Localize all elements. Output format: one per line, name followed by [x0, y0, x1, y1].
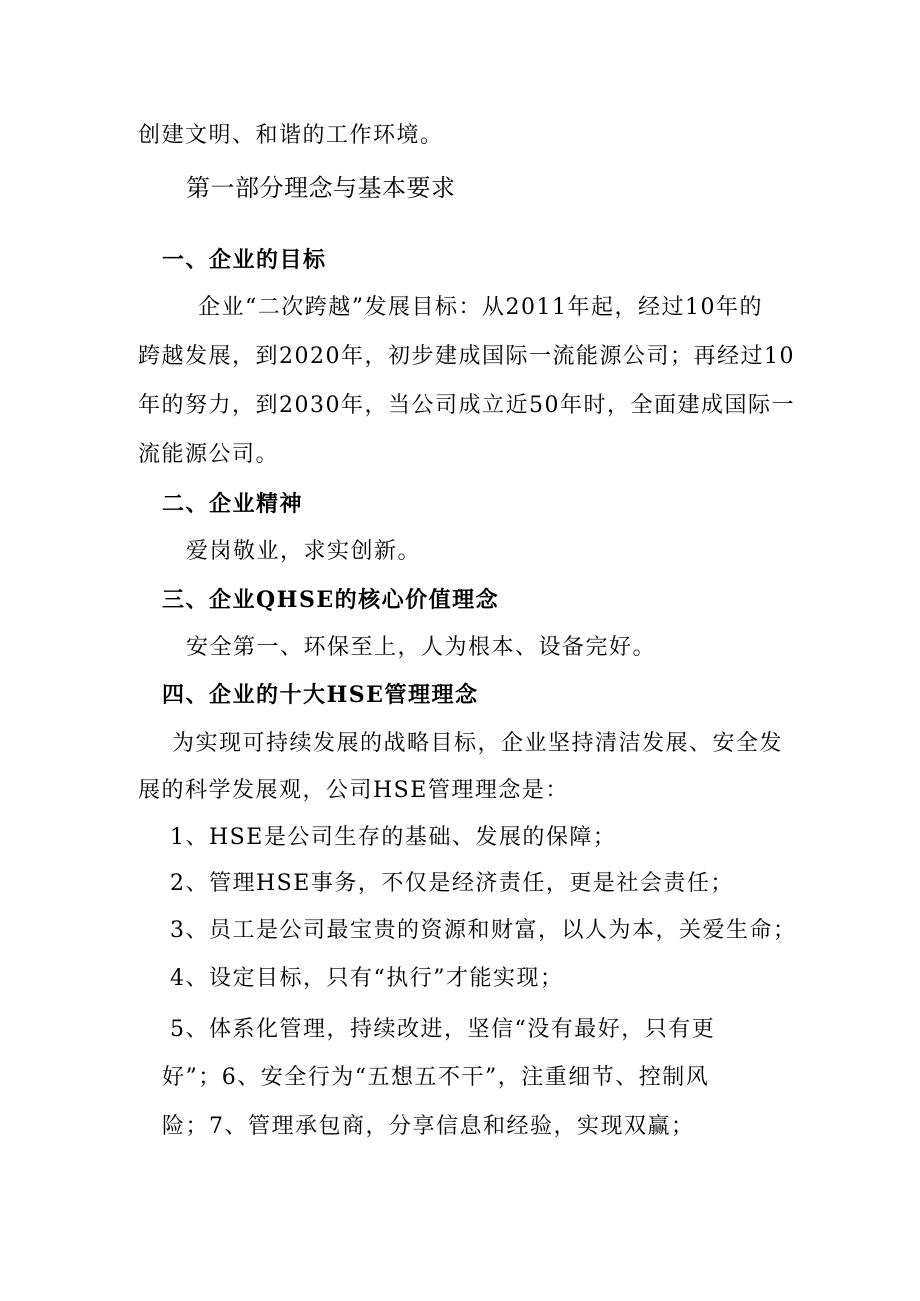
part-title: 第一部分理念与基本要求: [186, 174, 456, 202]
section-3-text: 安全第一、环保至上，人为根本、设备完好。: [186, 635, 657, 660]
section-2-heading: 二、企业精神: [162, 491, 304, 517]
section-1-line: 企业“二次跨越”发展目标：从2011年起，经过10年的: [198, 295, 763, 320]
section-1-line: 跨越发展，到2020年，初步建成国际一流能源公司；再经过10: [138, 344, 795, 369]
section-4-heading: 四、企业的十大HSE管理理念: [162, 682, 479, 708]
hse-item: 2、管理HSE事务，不仅是经济责任，更是社会责任；: [170, 871, 734, 896]
hse-item: 险；7、管理承包商，分享信息和经验，实现双赢；: [162, 1114, 695, 1139]
intro-tail-paragraph: 创建文明、和谐的工作环境。: [138, 123, 444, 148]
section-1-heading: 一、企业的目标: [162, 247, 327, 273]
section-4-intro-line: 为实现可持续发展的战略目标，企业坚持清洁发展、安全发: [172, 731, 784, 756]
hse-item: 4、设定目标，只有“执行”才能实现；: [170, 966, 564, 991]
section-3-heading: 三、企业QHSE的核心价值理念: [162, 587, 500, 613]
hse-item: 3、员工是公司最宝贵的资源和财富，以人为本，关爱生命；: [170, 918, 797, 943]
section-4-intro-line: 展的科学发展观，公司HSE管理理念是：: [138, 778, 569, 803]
section-1-line: 流能源公司。: [138, 442, 280, 467]
hse-item: 好”；6、安全行为“五想五不干”，注重细节、控制风: [162, 1065, 710, 1090]
hse-item: 5、体系化管理，持续改进，坚信“没有最好，只有更: [170, 1017, 716, 1042]
hse-item: 1、HSE是公司生存的基础、发展的保障；: [170, 825, 617, 850]
section-2-text: 爱岗敬业，求实创新。: [186, 539, 422, 564]
section-1-line: 年的努力，到2030年，当公司成立近50年时，全面建成国际一: [138, 393, 795, 418]
